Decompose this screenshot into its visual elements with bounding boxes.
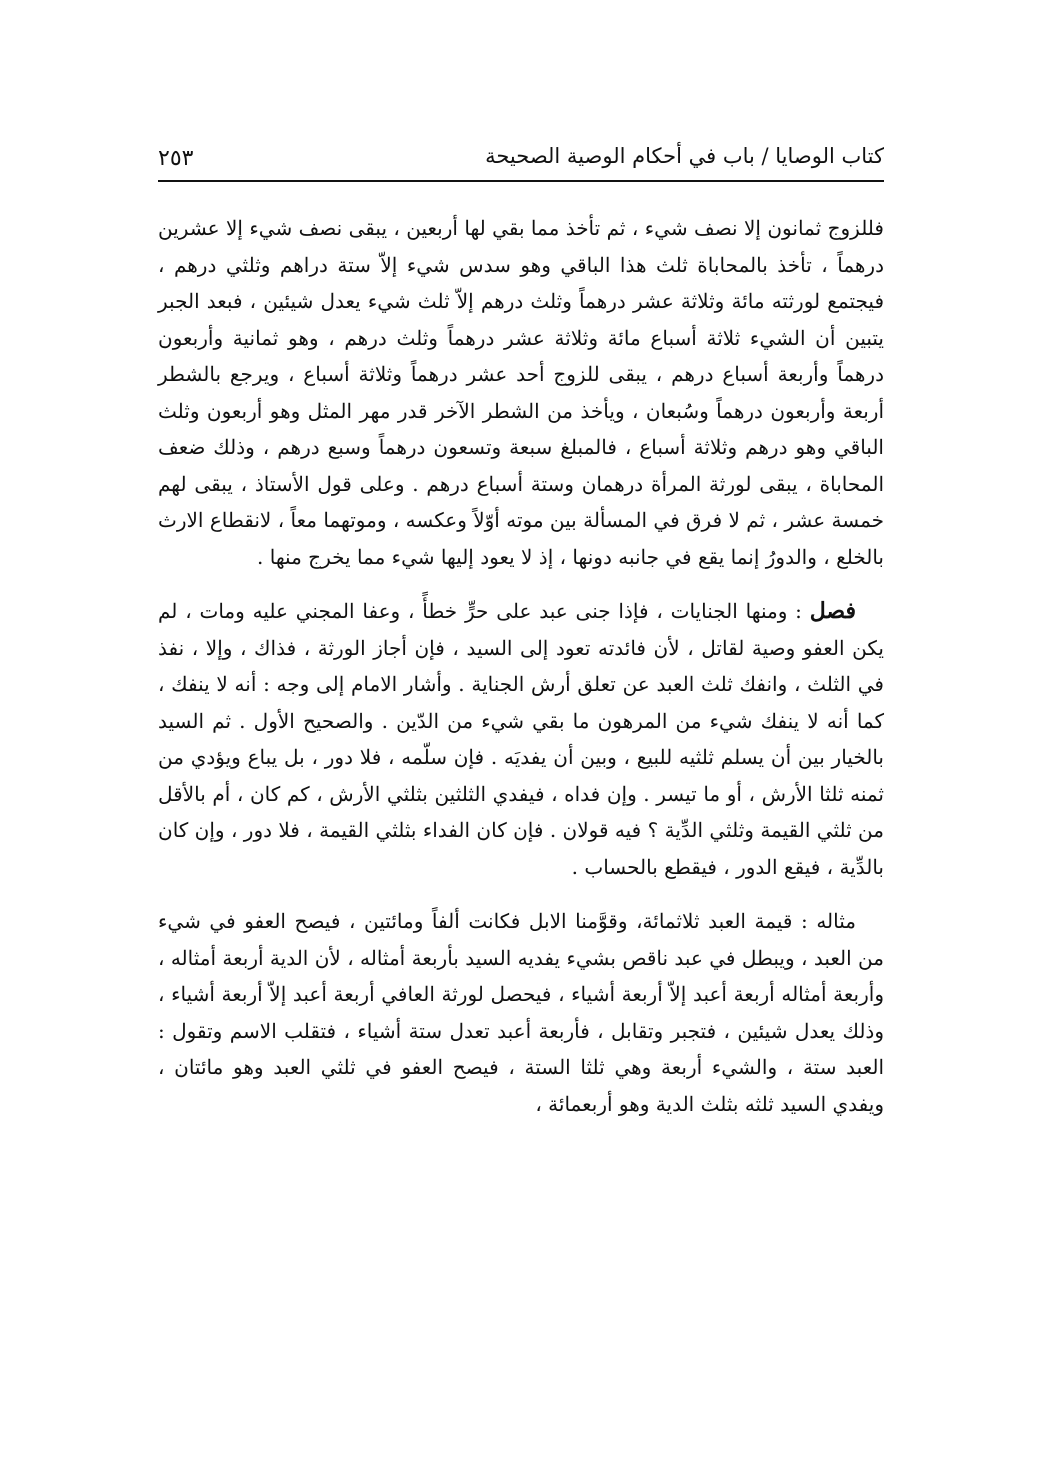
- header-rule: [158, 180, 884, 182]
- paragraph-1: فللزوج ثمانون إلا نصف شيء ، ثم تأخذ مما بقي لها أربعين ، يبقى نصف شيء إلا عشرين درهماً ، تأخذ بالمحاباة ثلث هذا الباقي وهو سدس شيء إلاّ ستة دراهم وثلثي درهم ، فيجتمع لورثته مائة وثلاثة عشر درهماً وثلث درهم إلاّ ثلث شيء يعدل شيئين ، فبعد الجبر يتبين أن الشيء ثلاثة أسباع مائة وثلاثة عشر درهماً وثلث درهم ، وهو ثمانية وأربعون درهماً وأربعة أسباع درهم ، يبقى للزوج أحد عشر درهماً وثلاثة أسباع ، ويرجع بالشطر أربعة وأربعون درهماً وسُبعان ، ويأخذ من الشطر الآخر قدر مهر المثل وهو أربعون وثلث الباقي وهو درهم وثلاثة أسباع ، فالمبلغ سبعة وتسعون درهماً وسبع درهم ، وذلك ضعف المحاباة ، يبقى لورثة المرأة درهمان وستة أسباع درهم . وعلى قول الأستاذ ، يبقى لهم خمسة عشر ، ثم لا فرق في المسألة بين موته أوّلاً وعكسه ، وموتهما معاً ، لانقطاع الارث بالخلع ، والدورُ إنما يقع في جانبه دونها ، إذ لا يعود إليها شيء مما يخرج منها .: [158, 216, 885, 569]
- page-header: [158, 138, 884, 178]
- paragraph-2: [158, 593, 884, 885]
- paragraph-3: مثاله : قيمة العبد ثلاثمائة، وقوَّمنا الابل فكانت ألفاً ومائتين ، فيصح العفو في شيء من العبد ، ويبطل في عبد ناقص بشيء يفديه السيد بأربعة أمثاله ، لأن الدية أربعة أمثاله ، وأربعة أمثاله أربعة أعبد إلاّ أربعة أشياء ، فيحصل لورثة العافي أربعة أعبد إلاّ أربعة أشياء ، وذلك يعدل شيئين ، فتجبر وتقابل ، فأربعة أعبد تعدل ستة أشياء ، فتقلب الاسم وتقول : العبد ستة ، والشيء أربعة وهي ثلثا الستة ، فيصح العفو في ثلثي العبد وهو مائتان ، ويفدي السيد ثلثه بثلث الدية وهو أربعمائة ،: [158, 909, 884, 1116]
- running-head: كتاب الوصايا / باب في أحكام الوصية الصحيحة: [485, 144, 884, 168]
- fasl-heading: فصل: [809, 598, 856, 624]
- paragraph-2-text: : ومنها الجنايات ، فإذا جنى عبد على حرٍّ خطأً ، وعفا المجني عليه ومات ، لم يكن العفو وصية لقاتل ، لأن فائدته تعود إلى السيد ، فإن أجاز الورثة ، فذاك ، وإلا ، نفذ في الثلث ، وانفك ثلث العبد عن تعلق أرش الجناية . وأشار الامام إلى وجه : أنه لا ينفك ، كما أنه لا ينفك شيء من المرهون ما بقي شيء من الدّين . والصحيح الأول . ثم السيد بالخيار بين أن يسلم ثلثيه للبيع ، وبين أن يفديَه . فإن سلّمه ، فلا دور ، بل يباع ويؤدي من ثمنه ثلثا الأرش ، أو ما تيسر . وإن فداه ، فيفدي الثلثين بثلثي الأرش ، كم كان ، أم بالأقل من ثلثي القيمة وثلثي الدِّية ؟ فيه قولان . فإن كان الفداء بثلثي القيمة ، فلا دور ، وإن كان بالدِّية ، فيقع الدور ، فيقطع بالحساب .: [158, 599, 885, 879]
- page-number: ٢٥٣: [158, 146, 194, 171]
- body-text: [158, 210, 884, 1122]
